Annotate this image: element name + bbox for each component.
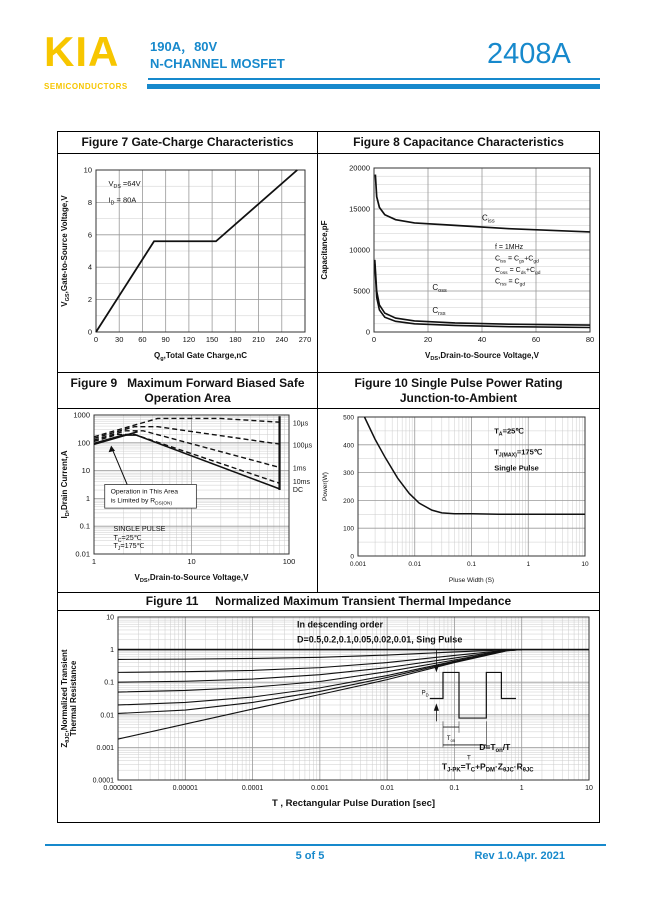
svg-text:8: 8: [87, 197, 92, 207]
svg-text:10ms: 10ms: [292, 478, 311, 486]
svg-text:10: 10: [585, 785, 593, 792]
svg-text:100: 100: [77, 438, 90, 448]
svg-text:10: 10: [106, 614, 114, 622]
svg-text:240: 240: [275, 335, 289, 344]
figure7-gate-charge-chart: [58, 154, 317, 372]
header-rule-thick: [147, 84, 600, 89]
page-number: 5 of 5: [295, 850, 325, 862]
fig9-svg: [58, 409, 317, 592]
svg-text:0.01: 0.01: [75, 549, 90, 559]
fig10-svg: [318, 409, 599, 592]
figure11-thermal-impedance-chart: [58, 611, 599, 822]
kia-logo-subtext: SEMICONDUCTORS: [44, 82, 128, 91]
figure9-soa-chart: [58, 409, 317, 592]
svg-text:PD: $P_D$: [421, 690, 429, 698]
svg-text:Ciss = Cgs+Cgd: $C_{iss} = C_{gs}+C_{gd}$: [494, 255, 539, 265]
svg-text:300: 300: [343, 470, 354, 478]
svg-text:Thermal Resistance: Thermal Resistance: [69, 660, 78, 737]
svg-text:D=0.5,0.2,0.1,0.05,0.02,0.01,: D=0.5,0.2,0.1,0.05,0.02,0.01, Sing Pulse: [296, 634, 463, 645]
figure10-power-rating-chart: [318, 409, 599, 592]
svg-text:60: 60: [531, 335, 541, 344]
svg-text:100: 100: [343, 525, 354, 533]
svg-text:DC: DC: [292, 487, 304, 495]
figure10-title: Figure 10 Single Pulse Power Rating Junction-to-Ambient: [318, 373, 599, 409]
device-type: N-CHANNEL MOSFET: [150, 56, 285, 71]
svg-text:TJ(MAX)=175℃: $T_{J(MAX)}=175℃$: [494, 447, 543, 459]
svg-text:0.001: 0.001: [311, 785, 329, 792]
svg-text:2: 2: [87, 295, 92, 305]
svg-text:20000: 20000: [349, 163, 370, 173]
svg-text:6: 6: [87, 230, 92, 240]
svg-text:100: 100: [282, 557, 296, 566]
svg-text:Crss: $C_{rss}$: [432, 306, 446, 318]
svg-text:ID = 80A: $I_D = 80A$: [108, 195, 137, 207]
figure11-title: Figure 11 Normalized Maximum Transient Thermal Impedance: [58, 593, 599, 611]
part-number: 2408A: [487, 38, 571, 70]
figures-table: [57, 131, 600, 823]
svg-text:Operation in This Area: Operation in This Area: [110, 488, 179, 496]
svg-text:Crss = Cgd: $C_{rss} = C_{gd}$: [494, 278, 526, 288]
svg-text:0: 0: [365, 327, 370, 337]
svg-text:TC=25℃: $T_C=25℃$: [113, 532, 142, 544]
svg-text:VDS,Drain-to-Source Voltage,V: $V_{DS},Drain-to$-Source Voltage,V: [425, 351, 539, 362]
svg-text:60: 60: [138, 335, 147, 344]
svg-text:1000: 1000: [73, 410, 90, 420]
svg-text:T , Rectangular Pulse Duration: T , Rectangular Pulse Duration [sec]: [271, 798, 436, 809]
svg-text:is Limited by RDS(ON): is Limited by $R_{DS(ON)}$: [110, 497, 173, 507]
svg-text:120: 120: [182, 335, 196, 344]
svg-text:10: 10: [187, 557, 196, 566]
svg-text:0: 0: [371, 335, 377, 344]
svg-text:ID,Drain Current,A: $I_D,Drain$ Current,A: [60, 450, 71, 519]
svg-text:0.1: 0.1: [79, 521, 90, 531]
svg-text:0.1: 0.1: [104, 679, 114, 687]
figure7-cell: [58, 154, 318, 373]
device-rating: 190A，80V: [150, 39, 218, 54]
svg-text:1: 1: [519, 785, 524, 792]
svg-text:Capacitance,pF: Capacitance,pF: [320, 220, 329, 280]
svg-text:In descending order: In descending order: [296, 619, 383, 630]
svg-text:Ciss: $C_{iss}$: [482, 213, 495, 225]
device-summary: [150, 38, 285, 72]
fig11-svg: [58, 611, 599, 822]
svg-text:T: T: [466, 754, 471, 762]
svg-text:100µs: 100µs: [292, 442, 313, 450]
svg-text:0.1: 0.1: [449, 785, 460, 792]
svg-text:40: 40: [477, 335, 487, 344]
svg-text:TJ=175℃: $T_J=175℃$: [113, 541, 145, 553]
svg-text:0.01: 0.01: [408, 561, 422, 568]
svg-text:TA=25℃: $T_A=25℃$: [494, 426, 524, 438]
svg-text:Qg,Total Gate Charge,nC: $Q_g,Total$ Gate Charge,nC: [153, 351, 248, 362]
svg-text:10µs: 10µs: [292, 420, 309, 428]
svg-text:f = 1MHz: f = 1MHz: [494, 244, 524, 252]
svg-text:1: 1: [91, 557, 97, 566]
svg-text:VDS =64V: $V_{DS} =64V$: [108, 179, 141, 191]
svg-text:Coss: $C_{oss}$: [432, 283, 447, 295]
svg-text:0.1: 0.1: [466, 561, 477, 568]
figure11-cell: [58, 611, 599, 822]
svg-text:10: 10: [581, 561, 589, 568]
revision-label: Rev 1.0.Apr. 2021: [474, 850, 565, 862]
svg-text:Pluse Width (S): Pluse Width (S): [448, 577, 495, 584]
fig7-svg: [58, 154, 317, 372]
svg-text:0: 0: [93, 335, 99, 344]
svg-text:200: 200: [343, 497, 354, 505]
figure7-title: Figure 7 Gate-Charge Characteristics: [58, 132, 318, 154]
svg-text:150: 150: [205, 335, 219, 344]
svg-text:0.0001: 0.0001: [241, 785, 264, 792]
svg-text:0: 0: [87, 327, 92, 337]
svg-text:400: 400: [343, 442, 354, 450]
svg-text:1: 1: [526, 561, 531, 568]
footer-rule: [45, 844, 606, 846]
svg-text:10000: 10000: [349, 245, 370, 255]
svg-text:0.001: 0.001: [349, 561, 367, 568]
svg-text:Coss = Cds+Cgd: $C_{oss} = C_{ds}+C_{gd}$: [494, 267, 541, 277]
svg-text:0.001: 0.001: [96, 744, 114, 752]
figure9-title: Figure 9 Maximum Forward Biased Safe Operation Area: [58, 373, 318, 409]
fig8-svg: [318, 154, 599, 372]
svg-text:Ton: $T_{on}$: [446, 736, 456, 744]
svg-text:0.0001: 0.0001: [92, 777, 114, 785]
svg-text:ZθJC,Normalized Transient: $Z_{\theta JC},Normalized$ Transient: [60, 649, 71, 748]
svg-text:20: 20: [423, 335, 433, 344]
figure8-capacitance-chart: [318, 154, 599, 372]
svg-text:0.01: 0.01: [100, 712, 114, 720]
svg-text:1ms: 1ms: [292, 465, 307, 473]
figure8-title: Figure 8 Capacitance Characteristics: [318, 132, 599, 154]
svg-text:500: 500: [343, 414, 354, 422]
svg-text:80: 80: [585, 335, 595, 344]
svg-text:0.01: 0.01: [380, 785, 394, 792]
svg-text:180: 180: [229, 335, 242, 344]
svg-text:VGS,Gate-to-Source Voltage,V: $V_{GS},Gate-to$-Source Voltage,V: [60, 195, 71, 307]
svg-text:0.00001: 0.00001: [172, 785, 198, 792]
svg-text:90: 90: [161, 335, 170, 344]
figure10-cell: [318, 409, 599, 593]
header-rule-thin: [148, 78, 600, 80]
svg-text:TJ-PK=TC+PDM·ZθJC·RθJC: $T_{J-PK}=T_C+P_{DM}\cdot Z_{\theta JC}\cdot R_{\theta JC}$: [441, 761, 534, 774]
figure8-cell: [318, 154, 599, 373]
svg-text:5000: 5000: [353, 286, 370, 296]
svg-text:10: 10: [83, 165, 92, 175]
svg-text:1: 1: [85, 493, 90, 503]
svg-text:210: 210: [252, 335, 265, 344]
svg-text:4: 4: [87, 262, 92, 272]
svg-text:0: 0: [350, 553, 354, 561]
svg-text:15000: 15000: [349, 204, 370, 214]
svg-text:VDS,Drain-to-Source Voltage,V: $V_{DS},Drain-to$-Source Voltage,V: [134, 573, 249, 584]
figure9-cell: [58, 409, 318, 593]
svg-text:1: 1: [110, 647, 114, 655]
svg-text:SINGLE PULSE: SINGLE PULSE: [113, 524, 166, 534]
svg-text:0.000001: 0.000001: [103, 785, 133, 792]
svg-text:Power(W): Power(W): [322, 472, 329, 501]
svg-text:30: 30: [115, 335, 124, 344]
svg-text:Single Pulse: Single Pulse: [494, 463, 539, 473]
svg-text:10: 10: [81, 466, 90, 476]
kia-logo: KIA: [44, 28, 120, 75]
svg-text:D=Ton/T: $D=T_{on}/T$: [479, 741, 511, 754]
svg-text:270: 270: [298, 335, 312, 344]
